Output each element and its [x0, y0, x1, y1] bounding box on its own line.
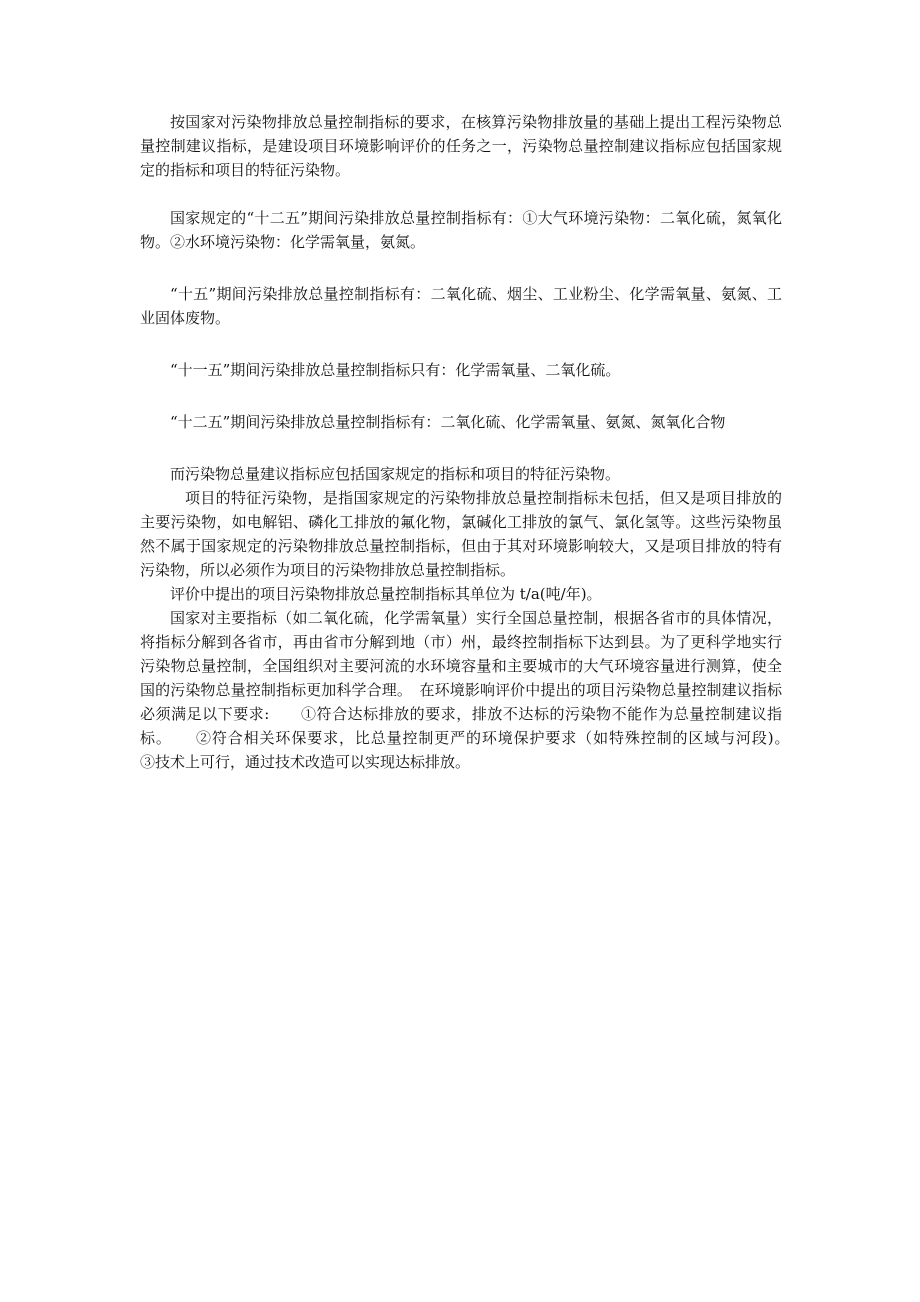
document-body: [140, 110, 813, 774]
paragraph-characteristic-pollutants: 项目的特征污染物，是指国家规定的污染物排放总量控制指标未包括，但又是项目排放的主要污染物，如电解铝、磷化工排放的氟化物，氯碱化工排放的氯气、氯化氢等。这些污染物虽然不属于国家规定的污染物排放总量控制指标，但由于其对环境影响较大，又是项目排放的特有污染物，所以必须作为项目的污染物排放总量控制指标。: [140, 489, 782, 579]
paragraph-intro: 按国家对污染物排放总量控制指标的要求，在核算污染物排放量的基础上提出工程污染物总量控制建议指标，是建设项目环境影响评价的任务之一，污染物总量控制建议指标应包括国家规定的指标和项目的特征污染物。: [140, 113, 782, 179]
paragraph-10th-five-year: “十五”期间污染排放总量控制指标有：二氧化硫、烟尘、工业粉尘、化学需氧量、氨氮、工业固体废物。: [140, 285, 782, 327]
paragraph-unit: 评价中提出的项目污染物排放总量控制指标其单位为 t/a(吨/年)。: [170, 585, 602, 603]
paragraph-12th-five-year-national: 国家规定的“十二五”期间污染排放总量控制指标有：①大气环境污染物：二氧化硫，氮氧化物。②水环境污染物：化学需氧量，氨氮。: [140, 209, 782, 251]
paragraph-national-control: 国家对主要指标（如二氧化硫，化学需氧量）实行全国总量控制，根据各省市的具体情况，将指标分解到各省市，再由省市分解到地（市）州，最终控制指标下达到县。为了更科学地实行污染物总量控制，全国组织对主要河流的水环境容量和主要城市的大气环境容量进行测算，使全国的污染物总量控制指标更加科学合理。 在环境影响评价中提出的项目污染物总量控制建议指标必须满足以下要求: ①符合达标排放的要求，排放不达标的污染物不能作为总量控制建议指标。 ②符合相关环保要求，比总量控制更严的环境保护要求（如特殊控制的区域与河段)。 ③技术上可行，通过技术改造可以实现达标排放。: [140, 609, 813, 771]
paragraph-11th-five-year: “十一五”期间污染排放总量控制指标只有：化学需氧量、二氧化硫。: [170, 361, 621, 379]
paragraph-suggested-indicators: 而污染物总量建议指标应包括国家规定的指标和项目的特征污染物。: [170, 465, 621, 483]
paragraph-12th-five-year: “十二五”期间污染排放总量控制指标有：二氧化硫、化学需氧量、氨氮、氮氧化合物: [170, 413, 726, 431]
